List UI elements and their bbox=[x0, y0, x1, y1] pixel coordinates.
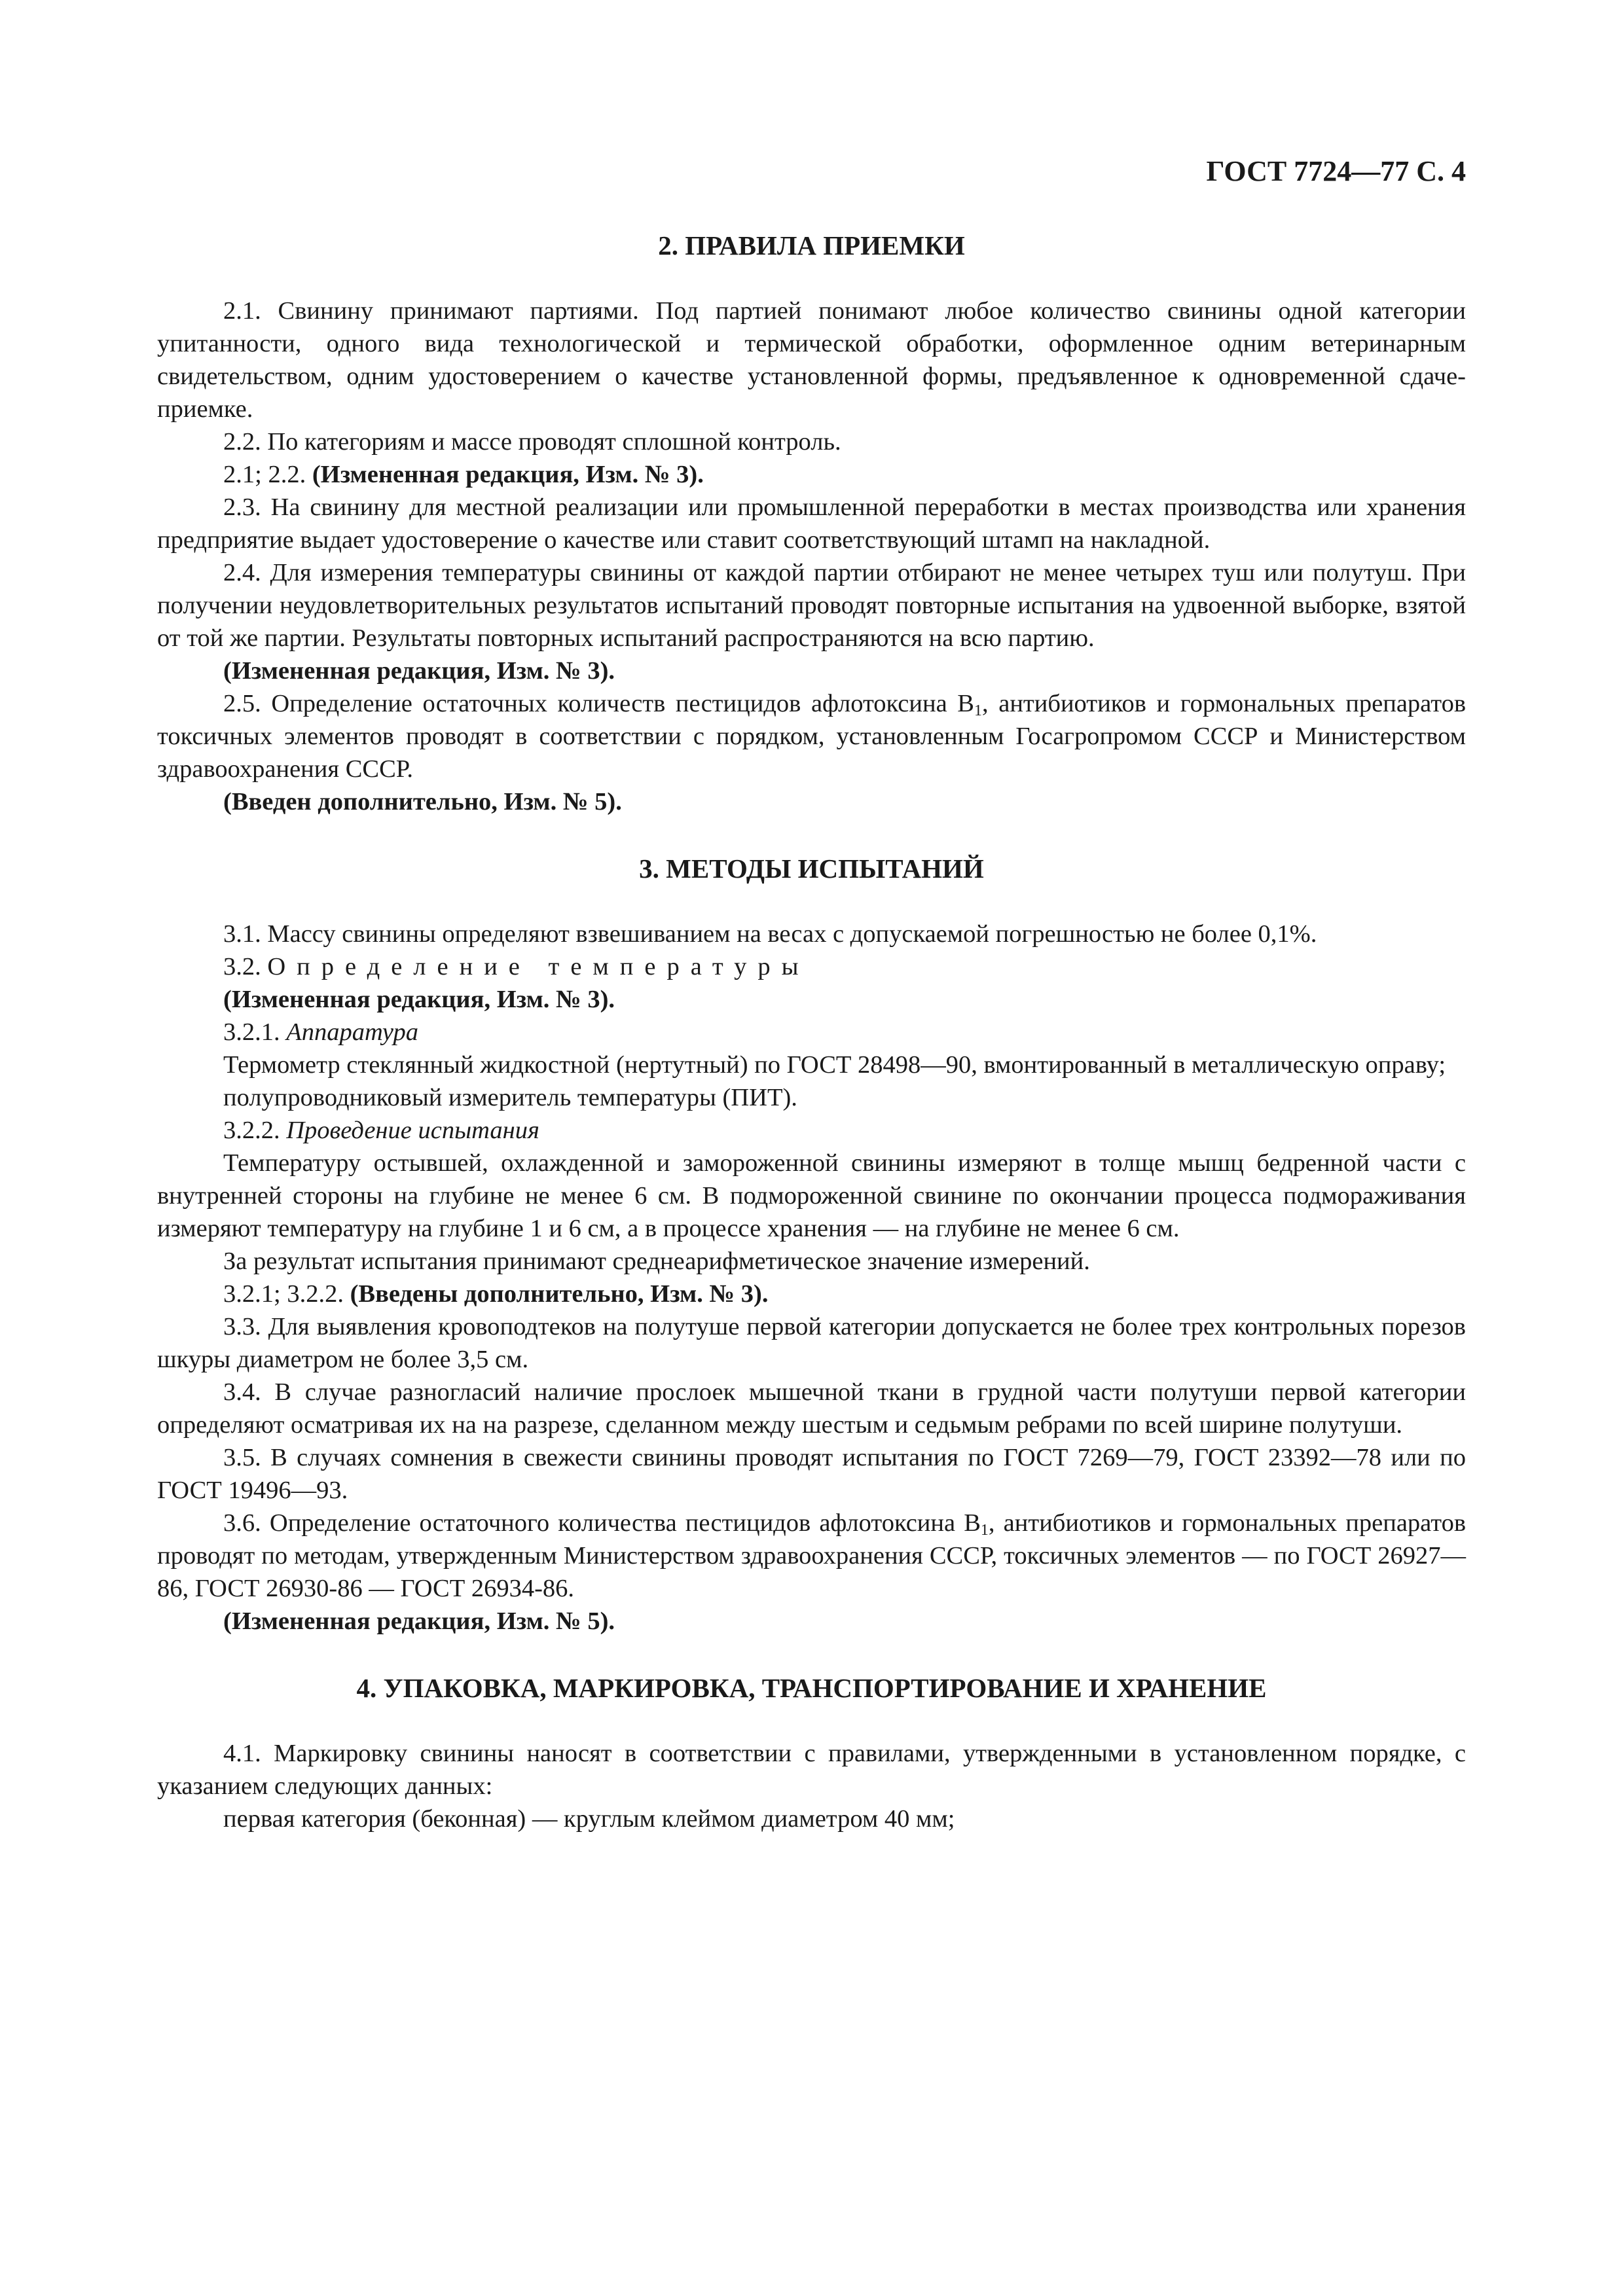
paragraph-3-2-1-text-1: Термометр стеклянный жидкостной (нертутный) по ГОСТ 28498—90, вмонтированный в металлическую оправу; bbox=[223, 1051, 1446, 1079]
paragraph-2-5 bbox=[157, 687, 1466, 785]
amendment-2-1-2-2 bbox=[157, 458, 1466, 491]
paragraph-3-2-1-text-2: полупроводниковый измеритель температуры (ПИТ). bbox=[223, 1084, 797, 1111]
paragraph-2-5-end: , антибиотиков и гормональных препаратов токсичных элементов проводят в соответствии с порядком, установленным Госагропромом СССР и Министерством здравоохранения СССР. bbox=[157, 690, 1466, 783]
paragraph-3-2-2-heading bbox=[157, 1114, 1466, 1147]
paragraph-2-2: 2.2. По категориям и массе проводят сплошной контроль. bbox=[223, 428, 841, 456]
amendment-3-2: (Измененная редакция, Изм. № 3). bbox=[223, 986, 615, 1013]
amendment-ref: 3.2.1; 3.2.2. bbox=[223, 1280, 344, 1308]
paragraph-3-3: 3.3. Для выявления кровоподтеков на полутуше первой категории допускается не более трех контрольных порезов шкуры диаметром не более 3,5 см. bbox=[157, 1313, 1466, 1373]
paragraph-3-2-1-heading bbox=[157, 1016, 1466, 1049]
paragraph-3-6-start: 3.6. Определение остаточного количества пестицидов афлотоксина В bbox=[223, 1509, 981, 1537]
paragraph-3-4: 3.4. В случае разногласий наличие прослоек мышечной ткани в грудной части полутуши первой категории определяют осматривая их на на разрезе, сделанном между шестым и седьмым ребрами по всей ширине полутуши. bbox=[157, 1378, 1466, 1439]
paragraph-number: 3.2.1. bbox=[223, 1018, 280, 1046]
spaced-heading: Определение температуры bbox=[267, 953, 810, 980]
italic-subheading: Аппаратура bbox=[286, 1018, 418, 1046]
amendment-2-4: (Измененная редакция, Изм. № 3). bbox=[223, 657, 615, 685]
paragraph-3-2-2-text-1: Температуру остывшей, охлажденной и замороженной свинины измеряют в толще мышц бедренной части с внутренней стороны на глубине не менее 6 см. В подмороженной свинине по окончании процесса подмораживания измеряют температуру на глубине 1 и 6 см, а в процессе хранения — на глубине не менее 6 см. bbox=[157, 1149, 1466, 1242]
amendment-note: (Измененная редакция, Изм. № 3). bbox=[312, 461, 704, 488]
amendment-3-2-1-3-2-2 bbox=[157, 1278, 1466, 1310]
paragraph-3-1: 3.1. Массу свинины определяют взвешиванием на весах с допускаемой погрешностью не более 0,1%. bbox=[223, 920, 1317, 948]
paragraph-2-3: 2.3. На свинину для местной реализации или промышленной переработки в местах производства или хранения предприятие выдает удостоверение о качестве или ставит соответствующий штамп на накладной. bbox=[157, 493, 1466, 554]
amendment-ref: 2.1; 2.2. bbox=[223, 461, 306, 488]
amendment-note: (Введены дополнительно, Изм. № 3). bbox=[350, 1280, 769, 1308]
amendment-2-5: (Введен дополнительно, Изм. № 5). bbox=[223, 788, 622, 816]
subscript: 1 bbox=[974, 702, 982, 719]
section-2-title: 2. ПРАВИЛА ПРИЕМКИ bbox=[658, 230, 965, 260]
section-4-title: 4. УПАКОВКА, МАРКИРОВКА, ТРАНСПОРТИРОВАНИЕ И ХРАНЕНИЕ bbox=[356, 1673, 1267, 1703]
paragraph-3-6-end: , антибиотиков и гормональных препаратов проводят по методам, утвержденным Министерством здравоохранения СССР, токсичных элементов — по ГОСТ 26927—86, ГОСТ 26930-86 — ГОСТ 26934-86. bbox=[157, 1509, 1467, 1602]
paragraph-number: 3.2.2. bbox=[223, 1117, 280, 1144]
paragraph-2-4: 2.4. Для измерения температуры свинины от каждой партии отбирают не менее четырех туш или полутуш. При получении неудовлетворительных результатов испытаний проводят повторные испытания на удвоенной выборке, взятой от той же партии. Результаты повторных испытаний распространяются на всю партию. bbox=[157, 559, 1466, 652]
section-3-title: 3. МЕТОДЫ ИСПЫТАНИЙ bbox=[639, 853, 984, 884]
paragraph-2-5-start: 2.5. Определение остаточных количеств пестицидов афлотоксина В bbox=[223, 690, 974, 717]
subscript: 1 bbox=[980, 1522, 989, 1539]
paragraph-4-1-item-1: первая категория (беконная) — круглым клеймом диаметром 40 мм; bbox=[223, 1805, 955, 1833]
paragraph-2-1: 2.1. Свинину принимают партиями. Под партией понимают любое количество свинины одной категории упитанности, одного вида технологической и термической обработки, оформленное одним ветеринарным свидетельством, одним удостоверением о качестве установленной формы, предъявленное к одновременной сдаче-приемке. bbox=[157, 297, 1466, 423]
paragraph-3-2-2-text-2: За результат испытания принимают среднеарифметическое значение измерений. bbox=[223, 1247, 1090, 1275]
paragraph-4-1: 4.1. Маркировку свинины наносят в соответствии с правилами, утвержденными в установленном порядке, с указанием следующих данных: bbox=[157, 1740, 1466, 1800]
paragraph-number: 3.2. bbox=[223, 953, 261, 980]
paragraph-3-2 bbox=[157, 950, 1466, 983]
amendment-3-6: (Измененная редакция, Изм. № 5). bbox=[223, 1607, 615, 1635]
page-content bbox=[157, 229, 1466, 1835]
paragraph-3-6 bbox=[157, 1507, 1466, 1605]
running-header: ГОСТ 7724—77 С. 4 bbox=[1206, 155, 1466, 187]
paragraph-3-5: 3.5. В случаях сомнения в свежести свинины проводят испытания по ГОСТ 7269—79, ГОСТ 23392—78 или по ГОСТ 19496—93. bbox=[157, 1444, 1466, 1504]
italic-subheading: Проведение испытания bbox=[286, 1117, 539, 1144]
